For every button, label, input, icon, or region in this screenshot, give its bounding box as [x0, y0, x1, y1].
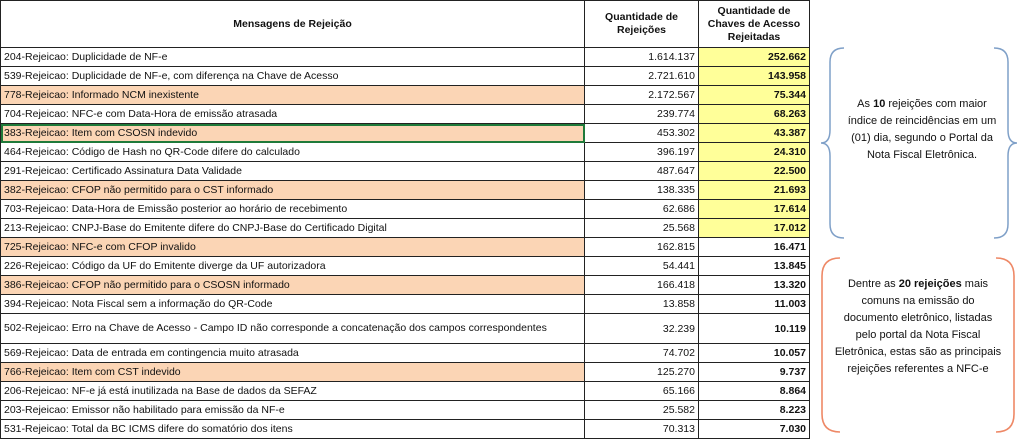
note-top-bold: 10 [873, 98, 886, 110]
keys-cell: 13.845 [699, 257, 810, 276]
message-cell: 203-Rejeicao: Emissor não habilitado para emissão da NF-e [1, 401, 585, 420]
keys-cell: 10.119 [699, 314, 810, 344]
message-cell: 291-Rejeicao: Certificado Assinatura Data Validade [1, 162, 585, 181]
table-row [1, 257, 810, 276]
message-cell: 766-Rejeicao: Item com CST indevido [1, 363, 585, 382]
table-row [1, 238, 810, 257]
keys-cell: 10.057 [699, 344, 810, 363]
table-row [1, 143, 810, 162]
table-row [1, 200, 810, 219]
table-row [1, 162, 810, 181]
count-cell: 13.858 [585, 295, 699, 314]
keys-cell: 252.662 [699, 48, 810, 67]
count-cell: 32.239 [585, 314, 699, 344]
message-cell: 703-Rejeicao: Data-Hora de Emissão posterior ao horário de recebimento [1, 200, 585, 219]
message-cell: 383-Rejeicao: Item com CSOSN indevido [1, 124, 585, 143]
table-row [1, 314, 810, 344]
keys-cell: 8.864 [699, 382, 810, 401]
keys-cell: 21.693 [699, 181, 810, 200]
count-cell: 166.418 [585, 276, 699, 295]
note-top [842, 96, 1002, 164]
count-cell: 54.441 [585, 257, 699, 276]
count-cell: 2.721.610 [585, 67, 699, 86]
header-message: Mensagens de Rejeição [1, 1, 585, 48]
message-cell: 502-Rejeicao: Erro na Chave de Acesso - Campo ID não corresponde a concatenação dos campos correspondentes [1, 314, 585, 344]
count-cell: 487.647 [585, 162, 699, 181]
keys-cell: 22.500 [699, 162, 810, 181]
table-row [1, 105, 810, 124]
message-cell: 704-Rejeicao: NFC-e com Data-Hora de emissão atrasada [1, 105, 585, 124]
count-cell: 25.582 [585, 401, 699, 420]
table-row [1, 86, 810, 105]
message-cell: 569-Rejeicao: Data de entrada em contingencia muito atrasada [1, 344, 585, 363]
message-cell: 206-Rejeicao: NF-e já está inutilizada na Base de dados da SEFAZ [1, 382, 585, 401]
note-top-text-2: rejeições com maior índice de reincidências em um (01) dia, segundo o Portal da Nota Fiscal Eletrônica. [847, 98, 997, 161]
keys-cell: 17.012 [699, 219, 810, 238]
note-bottom-bold: 20 rejeições [898, 278, 962, 290]
count-cell: 74.702 [585, 344, 699, 363]
message-cell: 213-Rejeicao: CNPJ-Base do Emitente difere do CNPJ-Base do Certificado Digital [1, 219, 585, 238]
table-row [1, 363, 810, 382]
count-cell: 239.774 [585, 105, 699, 124]
count-cell: 138.335 [585, 181, 699, 200]
count-cell: 25.568 [585, 219, 699, 238]
header-count: Quantidade de Rejeições [585, 1, 699, 48]
header-keys: Quantidade de Chaves de Acesso Rejeitadas [699, 1, 810, 48]
count-cell: 162.815 [585, 238, 699, 257]
count-cell: 70.313 [585, 420, 699, 439]
count-cell: 396.197 [585, 143, 699, 162]
table-row [1, 420, 810, 439]
keys-cell: 24.310 [699, 143, 810, 162]
count-cell: 65.166 [585, 382, 699, 401]
table-row [1, 219, 810, 238]
keys-cell: 143.958 [699, 67, 810, 86]
note-bottom-text-2: mais comuns na emissão do documento eletrônico, listadas pelo portal da Nota Fiscal Eletrônica, estas são as principais rejeições referentes a NFC-e [834, 278, 1002, 375]
keys-cell: 17.614 [699, 200, 810, 219]
keys-cell: 68.263 [699, 105, 810, 124]
table-row [1, 67, 810, 86]
keys-cell: 75.344 [699, 86, 810, 105]
table-row [1, 344, 810, 363]
message-cell: 725-Rejeicao: NFC-e com CFOP invalido [1, 238, 585, 257]
keys-cell: 43.387 [699, 124, 810, 143]
keys-cell: 16.471 [699, 238, 810, 257]
count-cell: 453.302 [585, 124, 699, 143]
table-row [1, 124, 810, 143]
message-cell: 226-Rejeicao: Código da UF do Emitente diverge da UF autorizadora [1, 257, 585, 276]
count-cell: 1.614.137 [585, 48, 699, 67]
message-cell: 386-Rejeicao: CFOP não permitido para o CSOSN informado [1, 276, 585, 295]
count-cell: 125.270 [585, 363, 699, 382]
keys-cell: 13.320 [699, 276, 810, 295]
note-bottom-text-1: Dentre as [847, 278, 899, 290]
table-row [1, 48, 810, 67]
message-cell: 778-Rejeicao: Informado NCM inexistente [1, 86, 585, 105]
keys-cell: 8.223 [699, 401, 810, 420]
note-top-text-1: As [857, 98, 874, 110]
table-row [1, 295, 810, 314]
note-bottom [834, 276, 1002, 378]
table-row [1, 181, 810, 200]
count-cell: 2.172.567 [585, 86, 699, 105]
keys-cell: 11.003 [699, 295, 810, 314]
message-cell: 204-Rejeicao: Duplicidade de NF-e [1, 48, 585, 67]
keys-cell: 7.030 [699, 420, 810, 439]
table-row [1, 382, 810, 401]
message-cell: 531-Rejeicao: Total da BC ICMS difere do somatório dos itens [1, 420, 585, 439]
message-cell: 539-Rejeicao: Duplicidade de NF-e, com diferença na Chave de Acesso [1, 67, 585, 86]
keys-cell: 9.737 [699, 363, 810, 382]
table-row [1, 401, 810, 420]
table-row [1, 276, 810, 295]
message-cell: 394-Rejeicao: Nota Fiscal sem a informação do QR-Code [1, 295, 585, 314]
count-cell: 62.686 [585, 200, 699, 219]
message-cell: 382-Rejeicao: CFOP não permitido para o CST informado [1, 181, 585, 200]
message-cell: 464-Rejeicao: Código de Hash no QR-Code difere do calculado [1, 143, 585, 162]
